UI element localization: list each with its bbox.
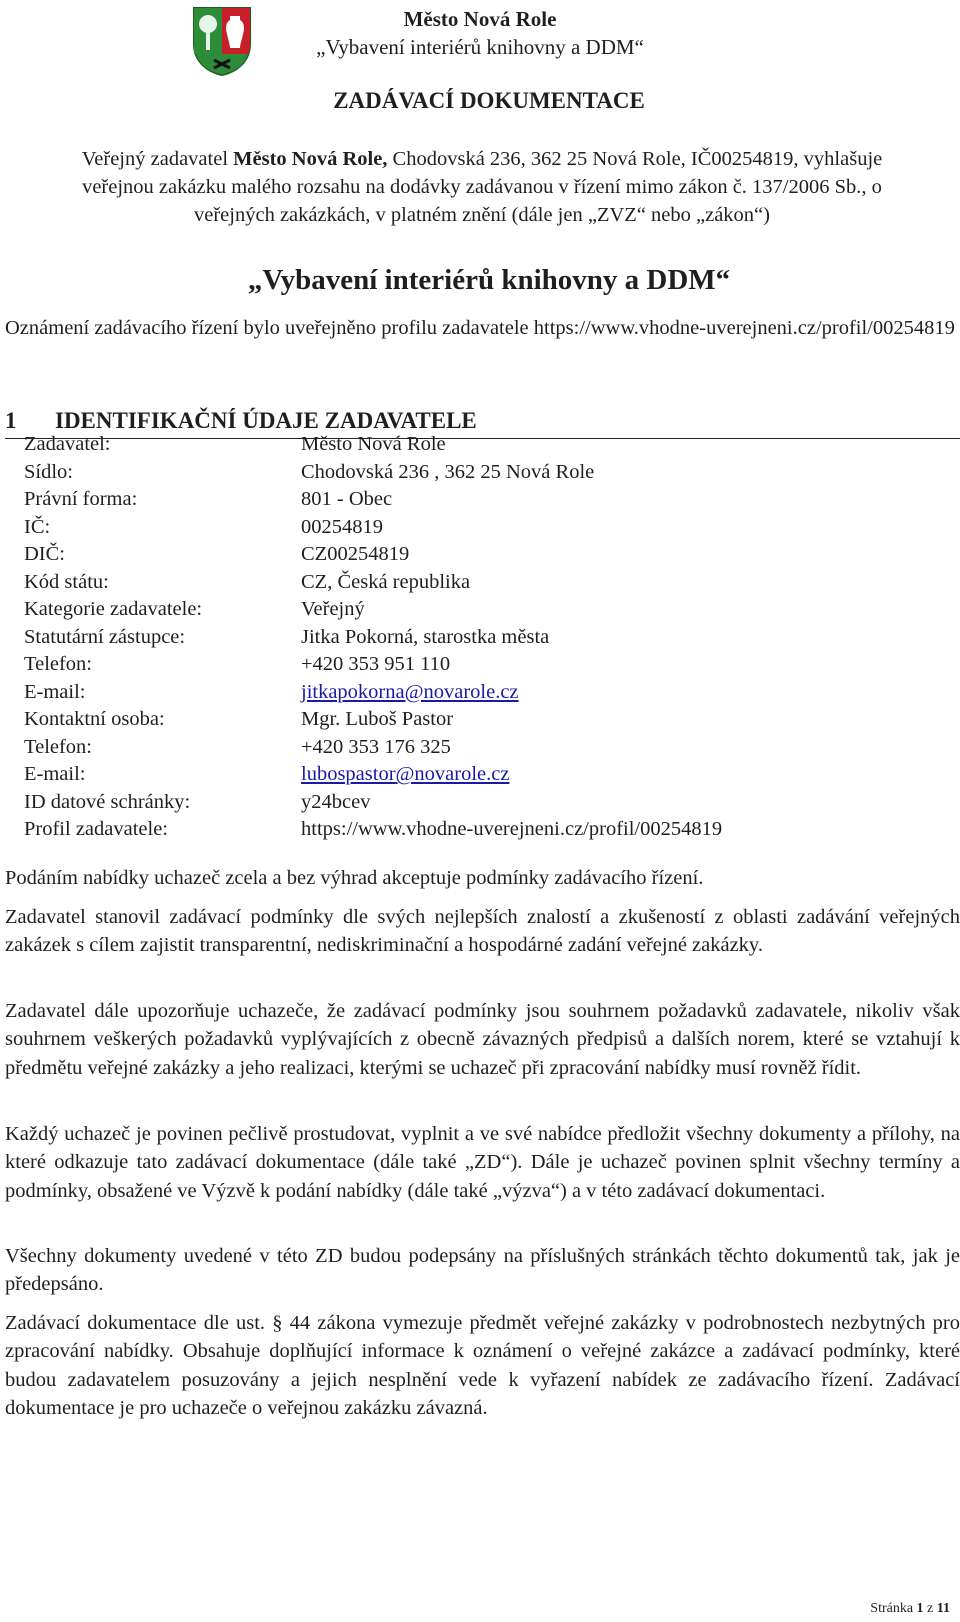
id-row bbox=[24, 650, 954, 678]
id-row-value: https://www.vhodne-uverejneni.cz/profil/00254819 bbox=[301, 818, 723, 840]
municipality-name: Město Nová Role bbox=[403, 7, 557, 31]
id-row-label: Zadavatel: bbox=[24, 433, 111, 455]
id-row-value: +420 353 176 325 bbox=[301, 735, 451, 758]
coat-of-arms-icon bbox=[192, 6, 252, 76]
paragraph-warning: Zadavatel dále upozorňuje uchazeče, že zadávací podmínky jsou souhrnem požadavků zadavatele, nikoliv však souhrnem veškerých požadavků vyplývajících z obecně závazných předpisů a dalších norem, které se vztahují k předmětu veřejné zakázky a jeho realizaci, kterými se uchazeč při zpracování nabídky musí rovněž řídit. bbox=[5, 1000, 960, 1079]
id-row bbox=[24, 788, 954, 816]
id-row-label: DIČ: bbox=[24, 543, 65, 565]
tender-title: „Vybavení interiérů knihovny a DDM“ bbox=[247, 264, 731, 296]
paragraph-acceptance: Podáním nabídky uchazeč zcela a bez výhrad akceptuje podmínky zadávacího řízení. bbox=[5, 867, 704, 889]
id-row-label: Statutární zástupce: bbox=[24, 625, 186, 648]
id-row bbox=[24, 760, 954, 788]
id-row bbox=[24, 623, 954, 651]
email-link[interactable]: lubospastor@novarole.cz bbox=[301, 763, 510, 785]
id-row-label: Telefon: bbox=[24, 653, 93, 675]
id-row-label: E-mail: bbox=[24, 680, 86, 703]
project-subtitle: „Vybavení interiérů knihovny a DDM“ bbox=[316, 35, 644, 59]
id-row-label: Kód státu: bbox=[24, 570, 109, 593]
id-row bbox=[24, 568, 954, 596]
id-row bbox=[24, 430, 954, 458]
id-row-value: CZ, Česká republika bbox=[301, 570, 471, 593]
id-row bbox=[24, 678, 954, 706]
contracting-authority-name: Město Nová Role, bbox=[233, 148, 388, 170]
page-number: Stránka 1 z 11 bbox=[870, 1601, 950, 1616]
paragraph-conditions: Zadavatel stanovil zadávací podmínky dle svých nejlepších znalostí a zkušeností z oblasti zadávání veřejných zakázek s cílem zajistit transparentní, nediskriminační a hospodárné zadání veřejné zakázky. bbox=[5, 906, 960, 957]
id-row bbox=[24, 485, 954, 513]
id-row-value: Město Nová Role bbox=[301, 433, 446, 455]
paragraph-obligations: Každý uchazeč je povinen pečlivě prostudovat, vyplnit a ve své nabídce předložit všechny dokumenty a přílohy, na které odkazuje tato zadávací dokumentace (dále také „ZD“). Dále je uchazeč povinen splnit všechny termíny a podmínky, obsažené ve Výzvě k podání nabídky (dále také „výzva“) a v této zadávací dokumentaci. bbox=[5, 1123, 960, 1202]
id-row-label: Právní forma: bbox=[24, 488, 138, 510]
id-row-value: y24bcev bbox=[301, 790, 371, 813]
id-row-value: 801 - Obec bbox=[301, 488, 393, 510]
paragraph-scope: Zadávací dokumentace dle ust. § 44 zákona vymezuje předmět veřejné zakázky v podrobnostech nezbytných pro zpracování nabídky. Obsahuje doplňující informace k oznámení o veřejné zakázce a zadávací podmínky, které budou zadavatelem posuzovány a jejich nesplnění vede k vyřazení nabídek ze zadávacího řízení. Zadávací dokumentace je pro uchazeče o veřejnou zakázku závazná. bbox=[5, 1312, 960, 1420]
section-title: IDENTIFIKAČNÍ ÚDAJE ZADAVATELE bbox=[55, 408, 477, 433]
id-row-label: E-mail: bbox=[24, 763, 86, 785]
id-row-label: Kategorie zadavatele: bbox=[24, 598, 203, 620]
notice-paragraph: Oznámení zadávacího řízení bylo uveřejněno profilu zadavatele https://www.vhodne-uverejneni.cz/profil/00254819 bbox=[5, 317, 955, 339]
intro-paragraph: Veřejný zadavatel Město Nová Role, Chodovská 236, 362 25 Nová Role, IČ00254819, vyhlašuje veřejnou zakázku malého rozsahu na dodávky zadávanou v řízení mimo zákon č. 137/2006 Sb., o veřejných zakázkách, v platném znění (dále jen „ZVZ“ nebo „zákon“) bbox=[81, 148, 883, 226]
id-row-label: Kontaktní osoba: bbox=[24, 708, 165, 730]
id-row-value: Jitka Pokorná, starostka města bbox=[301, 625, 550, 648]
id-row bbox=[24, 540, 954, 568]
id-row-value: Veřejný bbox=[301, 598, 365, 620]
id-row-value: +420 353 951 110 bbox=[301, 653, 451, 675]
paragraph-signatures: Všechny dokumenty uvedené v této ZD budou podepsány na příslušných stránkách těchto dokumentů tak, jak je předepsáno. bbox=[5, 1245, 960, 1296]
id-row-value: Chodovská 236 , 362 25 Nová Role bbox=[301, 460, 595, 483]
id-row-label: ID datové schránky: bbox=[24, 790, 191, 813]
id-row bbox=[24, 733, 954, 761]
id-row bbox=[24, 513, 954, 541]
id-row bbox=[24, 458, 954, 486]
document-title: ZADÁVACÍ DOKUMENTACE bbox=[333, 88, 645, 113]
id-row bbox=[24, 705, 954, 733]
id-row-label: Profil zadavatele: bbox=[24, 818, 169, 840]
id-row-label: IČ: bbox=[24, 515, 51, 538]
id-row-value: CZ00254819 bbox=[301, 543, 410, 565]
id-row bbox=[24, 595, 954, 623]
id-row-value: Mgr. Luboš Pastor bbox=[301, 708, 454, 730]
email-link[interactable]: jitkapokorna@novarole.cz bbox=[301, 680, 519, 703]
id-row-value: 00254819 bbox=[301, 515, 383, 538]
id-row bbox=[24, 815, 954, 843]
section-number: 1 bbox=[5, 408, 17, 433]
id-row-label: Telefon: bbox=[24, 735, 93, 758]
id-row-label: Sídlo: bbox=[24, 460, 73, 483]
